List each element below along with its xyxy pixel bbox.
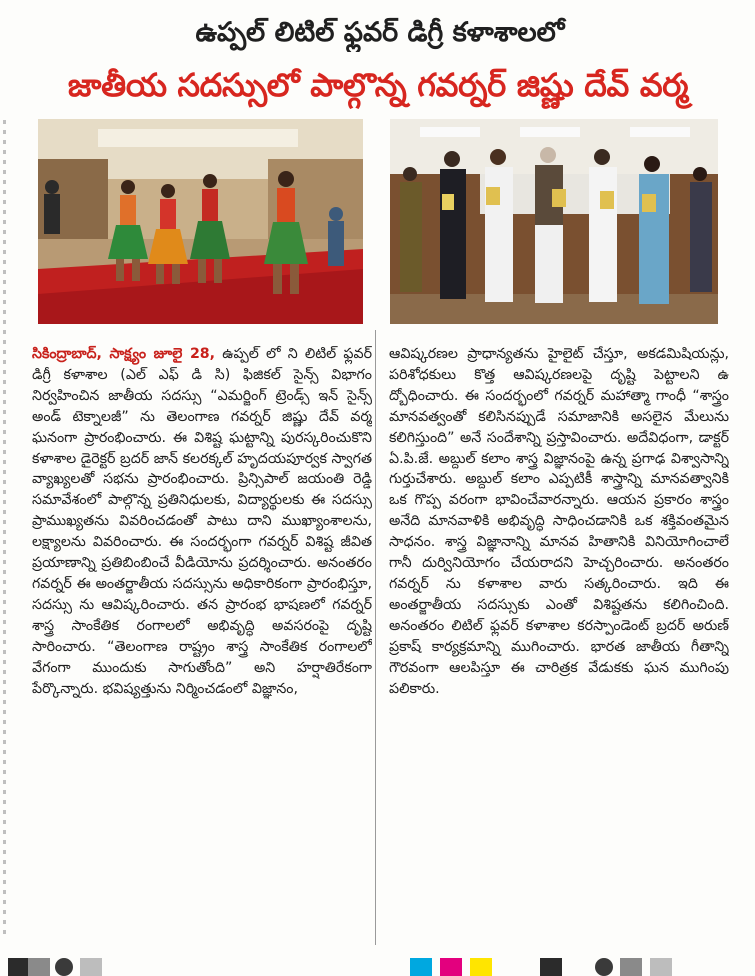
governor-book-release-photo	[390, 119, 718, 324]
registration-mark	[595, 958, 613, 976]
column-divider	[375, 330, 376, 945]
color-swatch	[440, 958, 462, 976]
color-swatch	[80, 958, 102, 976]
color-swatch	[650, 958, 672, 976]
dancers-performing-photo	[38, 119, 363, 324]
article-body-left: ఉప్పల్ లో ని లిటిల్ ఫ్లవర్ డిగ్రీ కళాశాల (ఎల్ ఎఫ్ డి సి) ఫిజికల్ సైన్స్ విభాగం నిర్వహించిన జాతీయ సదస్సు “ఎమర్జింగ్ ట్రెండ్స్ ఇన్ సైన్స్ అండ్ టెక్నాలజీ” ను తెలంగాణ గవర్నర్ జిష్ణు దేవ్ వర్మ ఘనంగా ప్రారంభించారు. ఈ విశిష్ట ఘట్టాన్ని పురస్కరించుకొని కళాశాల డైరెక్టర్ బ్రదర్ జాన్ కలరక్కల్ హృదయపూర్వక స్వాగత వ్యాఖ్యలతో సభను ప్రారంభించారు. ప్రిన్సిపాల్ జయంతి రెడ్డి సమావేశంలో పాల్గొన్న ప్రతినిధులకు, విద్యార్థులకు ఈ సదస్సు ప్రాముఖ్యతను వివరించడంతో పాటు దాని ముఖ్యాంశాలను, లక్ష్యాలను వివరించారు. ఈ సందర్భంగా గవర్నర్ విశిష్ట జీవిత ప్రయాణాన్ని ప్రతిబింబించే వీడియోను ప్రదర్శించారు. అనంతరం గవర్నర్ ఈ అంతర్జాతీయ సదస్సును అధికారికంగా ప్రారంభిస్తూ, సదస్సు ను ఆవిష్కరించారు. తన ప్రారంభ భాషణలో గవర్నర్ శాస్త్ర సాంకేతిక రంగాలలో అభివృద్ధి అవసరంపై దృష్టి సారించారు. “తెలంగాణ రాష్ట్రం శాస్త్ర సాంకేతిక రంగాలలో వేగంగా ముందుకు సాగుతోంది” అని హర్షాతిరేకంగా పేర్కొన్నారు. భవిష్యత్తును నిర్మించడంలో విజ్ఞానం,	[32, 346, 372, 697]
color-swatch	[540, 958, 562, 976]
color-swatch	[8, 958, 30, 976]
article-column-right	[389, 344, 729, 944]
article-headline: జాతీయ సదస్సులో పాల్గొన్న గవర్నర్ జిష్ణు దేవ్ వర్మ	[67, 66, 689, 104]
dateline: సికింద్రాబాద్, సాక్ష్యం జూలై 28,	[32, 346, 216, 362]
color-swatch	[28, 958, 50, 976]
color-swatch	[470, 958, 492, 976]
article-kicker: ఉప్పల్ లిటిల్ ఫ్లవర్ డిగ్రీ కళాశాలలో	[195, 17, 565, 48]
article-column-left	[32, 344, 372, 944]
registration-mark	[55, 958, 73, 976]
article-body-right: ఆవిష్కరణల ప్రాధాన్యతను హైలైట్ చేస్తూ, అకడమిషియన్లు, పరిశోధకులు కొత్త ఆవిష్కరణలపై దృష్టి పెట్టాలని ఉ ద్బోధించారు. ఈ సందర్భంలో గవర్నర్ మహాత్మా గాంధీ “శాస్త్రం మానవత్వంతో కలిసినప్పుడే సమాజానికి అసలైన మేలును కలిగిస్తుంది” అనే సందేశాన్ని ప్రస్తావించారు. అదేవిధంగా, డాక్టర్ ఏ.పి.జే. అబ్దుల్ కలాం శాస్త్ర విజ్ఞానంపై ఉన్న ప్రగాఢ విశ్వాసాన్ని గుర్తుచేశారు. అబ్దుల్ కలాం ఎప్పటికీ శాస్త్రాన్ని మానవత్వానికి ఒక గొప్ప వరంగా భావించేవారన్నారు. ఆయన ప్రకారం శాస్త్రం అనేది మానవాళికి అభివృద్ధి సాధించడానికి ఒక శక్తివంతమైన సాధనం. శాస్త్ర విజ్ఞానాన్ని మానవ హితానికి వినియోగించాలే గానీ దుర్వినియోగం చేయరాదని హెచ్చరించారు. అనంతరం గవర్నర్ ను కళాశాల వారు సత్కరించారు. ఇది ఈ అంతర్జాతీయ సదస్సుకు ఎంతో విశిష్టతను కలిగించింది. అనంతరం లిటిల్ ఫ్లవర్ కళాశాల కరస్పాండెంట్ బ్రదర్ అరుణ్ ప్రకాష్ కార్యక్రమాన్ని ముగించారు. భారత జాతీయ గీతాన్ని గౌరవంగా ఆలపిస్తూ ఈ చారిత్రక వేడుకకు ఘన ముగింపు పలికారు.	[389, 346, 729, 697]
color-swatch	[410, 958, 432, 976]
color-swatch	[620, 958, 642, 976]
page-edge-marks	[3, 120, 6, 940]
